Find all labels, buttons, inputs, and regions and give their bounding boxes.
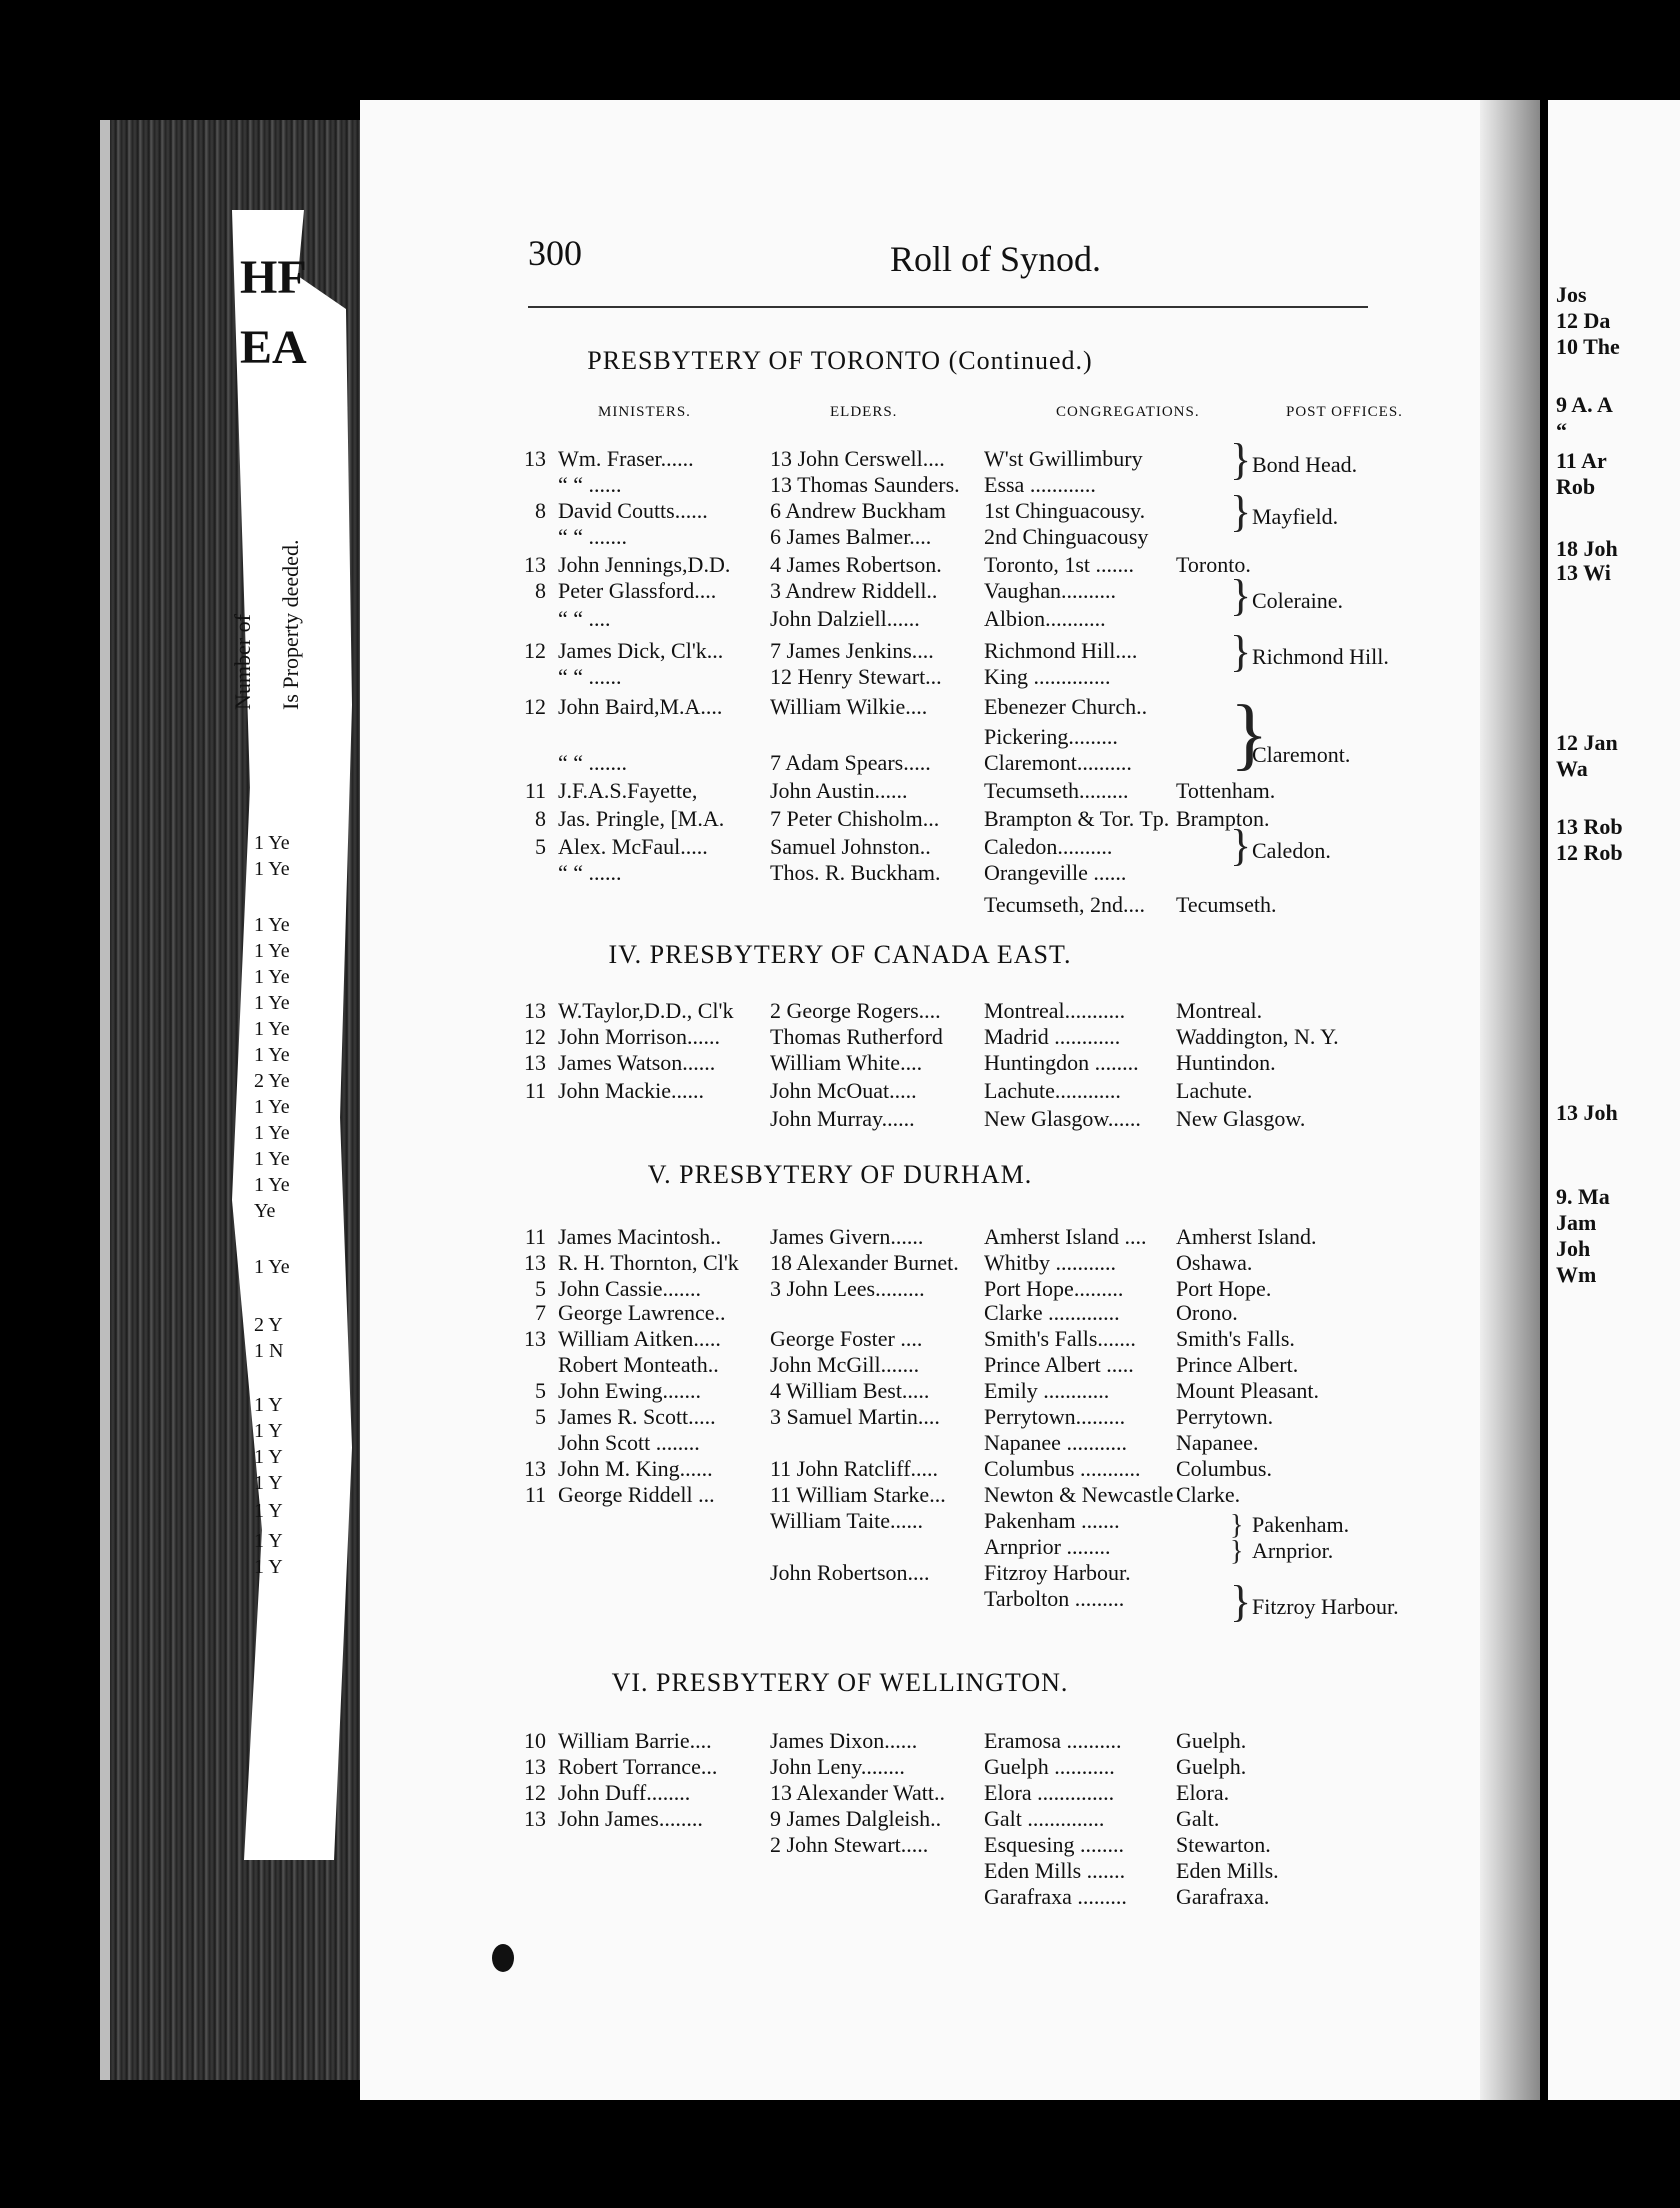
roll-row (516, 1378, 1456, 1404)
post-office: Toronto. (1176, 552, 1251, 577)
header-rule (528, 306, 1368, 308)
post-office-grouped: Mayfield. (1252, 504, 1339, 529)
torn-entry: 1 Ye (254, 1256, 290, 1278)
elder-name: 2 John Stewart..... (770, 1832, 929, 1857)
minister-name: James Watson...... (558, 1050, 716, 1075)
post-office-grouped: Caledon. (1252, 838, 1331, 863)
congregation-name: Richmond Hill.... (984, 638, 1138, 663)
entry-number: 5 (535, 1276, 546, 1301)
congregation-name: Essa ............ (984, 472, 1096, 497)
minister-name: John Morrison...... (558, 1024, 720, 1049)
page-gutter (1480, 100, 1540, 2100)
minister-name: W.Taylor,D.D., Cl'k (558, 998, 734, 1023)
torn-entry: 1 Ye (254, 914, 290, 936)
minister-name: J.F.A.S.Fayette, (558, 778, 698, 803)
elder-name: George Foster .... (770, 1326, 923, 1351)
minister-name: Jas. Pringle, [M.A. (558, 806, 725, 831)
elder-name: 4 James Robertson. (770, 552, 942, 577)
post-office-grouped: Claremont. (1252, 742, 1351, 767)
minister-name: John Ewing....... (558, 1378, 701, 1403)
torn-entry: 2 Y (254, 1314, 283, 1336)
roll-row (516, 1728, 1456, 1754)
elder-name: 13 John Cerswell.... (770, 446, 945, 471)
torn-entry: 1 Y (254, 1420, 283, 1442)
entry-number: 12 (524, 1024, 546, 1049)
torn-fragment: HF (240, 251, 307, 304)
congregation-name: Columbus ........... (984, 1456, 1141, 1481)
congregation-name: W'st Gwillimbury (984, 446, 1143, 471)
post-office: Guelph. (1176, 1754, 1247, 1779)
post-office-grouped: Coleraine. (1252, 588, 1344, 613)
roll-row (516, 1250, 1456, 1276)
torn-entry: 1 Y (254, 1472, 283, 1494)
roll-row (516, 694, 1456, 720)
right-page-line: 18 Joh (1556, 536, 1618, 561)
right-page-line: 12 Rob (1556, 840, 1623, 865)
congregation-name: Pickering......... (984, 724, 1118, 749)
congregation-name: 1st Chinguacousy. (984, 498, 1146, 523)
minister-name: James R. Scott..... (558, 1404, 716, 1429)
brace: } (1230, 690, 1269, 778)
brace: } (1230, 487, 1252, 536)
post-office: Waddington, N. Y. (1176, 1024, 1339, 1049)
right-page-line: Jos (1556, 282, 1587, 307)
elder-name: 3 Andrew Riddell.. (770, 578, 938, 603)
elder-name: 3 John Lees......... (770, 1276, 925, 1301)
right-page-edge (1548, 100, 1680, 2100)
congregation-name: Vaughan.......... (984, 578, 1116, 603)
entry-number: 8 (535, 578, 546, 603)
roll-row (516, 1224, 1456, 1250)
minister-name: George Riddell ... (558, 1482, 715, 1507)
congregation-name: Pakenham ....... (984, 1508, 1120, 1533)
congregation-name: 2nd Chinguacousy (984, 524, 1149, 549)
torn-entry: 1 Ye (254, 1018, 290, 1040)
column-header-ministers: MINISTERS. (598, 404, 691, 420)
minister-name: “ “ ...... (558, 860, 622, 885)
elder-name: John Robertson.... (770, 1560, 930, 1585)
right-page-line: 12 Da (1556, 308, 1611, 333)
minister-name: Wm. Fraser...... (558, 446, 694, 471)
post-office-grouped: Arnprior. (1252, 1538, 1334, 1563)
minister-name: “ “ ....... (558, 524, 628, 549)
brace: } (1230, 435, 1252, 484)
minister-name: R. H. Thornton, Cl'k (558, 1250, 739, 1275)
elder-name: 13 Alexander Watt.. (770, 1780, 946, 1805)
torn-entry: 1 Ye (254, 832, 290, 854)
roll-row (516, 1276, 1456, 1302)
congregation-name: Galt .............. (984, 1806, 1105, 1831)
torn-entry: 1 Y (254, 1394, 283, 1416)
roll-row (516, 1832, 1456, 1858)
post-office: Galt. (1176, 1806, 1220, 1831)
congregation-name: Ebenezer Church.. (984, 694, 1148, 719)
congregation-name: Perrytown......... (984, 1404, 1126, 1429)
brace: } (1230, 1510, 1244, 1541)
roll-row (516, 1326, 1456, 1352)
brace: } (1230, 821, 1252, 870)
congregation-name: Fitzroy Harbour. (984, 1560, 1131, 1585)
elder-name: Samuel Johnston.. (770, 834, 931, 859)
elder-name: John McOuat..... (770, 1078, 917, 1103)
entry-number: 13 (524, 1050, 546, 1075)
elder-name: William White.... (770, 1050, 923, 1075)
post-office: Lachute. (1176, 1078, 1253, 1103)
post-office: Mount Pleasant. (1176, 1378, 1319, 1403)
right-page-line: 13 Rob (1556, 814, 1623, 839)
right-page-line: Jam (1556, 1210, 1597, 1235)
post-office: Port Hope. (1176, 1276, 1272, 1301)
entry-number: 8 (535, 806, 546, 831)
congregation-name: Tecumseth, 2nd.... (984, 892, 1145, 917)
roll-row (516, 1754, 1456, 1780)
post-office: Elora. (1176, 1780, 1230, 1805)
brace: } (1230, 1577, 1252, 1626)
elder-name: 12 Henry Stewart... (770, 664, 942, 689)
entry-number: 11 (524, 1482, 546, 1507)
minister-name: Robert Monteath.. (558, 1352, 719, 1377)
roll-row (516, 1806, 1456, 1832)
elder-name: William Taite...... (770, 1508, 923, 1533)
minister-name: John Jennings,D.D. (558, 552, 731, 577)
torn-column-label: Is Property deeded. (278, 539, 303, 710)
entry-number: 12 (524, 1780, 546, 1805)
roll-row (516, 1024, 1456, 1050)
post-office: Oshawa. (1176, 1250, 1253, 1275)
elder-name: John McGill....... (770, 1352, 920, 1377)
entry-number: 11 (524, 778, 546, 803)
elder-name: 11 John Ratcliff..... (770, 1456, 939, 1481)
post-office: Brampton. (1176, 806, 1270, 831)
right-page-line: Wm (1556, 1262, 1597, 1287)
roll-row (516, 1352, 1456, 1378)
post-office: Smith's Falls. (1176, 1326, 1295, 1351)
elder-name: 2 George Rogers.... (770, 998, 941, 1023)
congregation-name: Tecumseth......... (984, 778, 1129, 803)
elder-name: 4 William Best..... (770, 1378, 930, 1403)
roll-row (516, 552, 1456, 578)
congregation-name: New Glasgow...... (984, 1106, 1141, 1131)
entry-number: 12 (524, 638, 546, 663)
elder-name: John Dalziell...... (770, 606, 920, 631)
congregation-name: Albion........... (984, 606, 1106, 631)
congregation-name: Whitby ........... (984, 1250, 1116, 1275)
post-office: Montreal. (1176, 998, 1263, 1023)
elder-name: 3 Samuel Martin.... (770, 1404, 940, 1429)
congregation-name: Smith's Falls....... (984, 1326, 1136, 1351)
minister-name: David Coutts...... (558, 498, 708, 523)
post-office: Tecumseth. (1176, 892, 1277, 917)
torn-entry: 1 Ye (254, 966, 290, 988)
post-office-grouped: Fitzroy Harbour. (1252, 1594, 1399, 1619)
right-page-line: Wa (1556, 756, 1588, 781)
post-office: Columbus. (1176, 1456, 1272, 1481)
roll-row (516, 1430, 1456, 1456)
congregation-name: Huntingdon ........ (984, 1050, 1139, 1075)
torn-entry: 1 Ye (254, 858, 290, 880)
roll-row (516, 1078, 1456, 1104)
right-page-line: 10 The (1556, 334, 1620, 359)
minister-name: Robert Torrance... (558, 1754, 718, 1779)
entry-number: 11 (524, 1078, 546, 1103)
minister-name: John Cassie....... (558, 1276, 701, 1301)
ink-blot (492, 1944, 514, 1972)
minister-name: John Duff........ (558, 1780, 691, 1805)
entry-number: 10 (524, 1728, 546, 1753)
congregation-name: Montreal........... (984, 998, 1126, 1023)
minister-name: John James........ (558, 1806, 703, 1831)
torn-entry: 1 Ye (254, 1096, 290, 1118)
torn-entry: 1 Ye (254, 1122, 290, 1144)
roll-row (516, 1780, 1456, 1806)
section-heading: VI. PRESBYTERY OF WELLINGTON. (611, 1668, 1069, 1697)
congregation-name: Orangeville ...... (984, 860, 1127, 885)
elder-name: James Dixon...... (770, 1728, 918, 1753)
entry-number: 13 (524, 1456, 546, 1481)
roll-row (516, 806, 1456, 832)
elder-name: Thomas Rutherford (770, 1024, 943, 1049)
minister-name: John Mackie...... (558, 1078, 705, 1103)
congregation-name: Garafraxa ......... (984, 1884, 1127, 1909)
entry-number: 13 (524, 998, 546, 1023)
elder-name: James Givern...... (770, 1224, 924, 1249)
minister-name: William Aitken..... (558, 1326, 721, 1351)
entry-number: 13 (524, 1806, 546, 1831)
entry-number: 7 (535, 1300, 546, 1325)
post-office-grouped: Richmond Hill. (1252, 644, 1389, 669)
roll-row (516, 778, 1456, 804)
elder-name: 9 James Dalgleish.. (770, 1806, 942, 1831)
minister-name: Alex. McFaul..... (558, 834, 708, 859)
congregation-name: Caledon.......... (984, 834, 1113, 859)
minister-name: James Macintosh.. (558, 1224, 722, 1249)
torn-entry: Ye (254, 1200, 276, 1222)
column-header-elders: ELDERS. (830, 404, 898, 420)
roll-row (516, 892, 1456, 918)
entry-number: 11 (524, 1224, 546, 1249)
congregation-name: Emily ............ (984, 1378, 1110, 1403)
elder-name: 7 James Jenkins.... (770, 638, 934, 663)
right-page-line: 11 Ar (1556, 448, 1607, 473)
post-office: Tottenham. (1176, 778, 1276, 803)
elder-name: 13 Thomas Saunders. (770, 472, 960, 497)
elder-name: William Wilkie.... (770, 694, 928, 719)
torn-entry: 1 N (254, 1340, 284, 1362)
column-header-congregations: CONGREGATIONS. (1056, 404, 1200, 420)
roll-row (516, 1884, 1456, 1910)
right-page-line: 13 Wi (1556, 560, 1611, 585)
post-office: Stewarton. (1176, 1832, 1271, 1857)
entry-number: 13 (524, 446, 546, 471)
congregation-name: Lachute............ (984, 1078, 1121, 1103)
roll-row (516, 1106, 1456, 1132)
elder-name: John Austin...... (770, 778, 908, 803)
roll-row (516, 1404, 1456, 1430)
minister-name: “ “ .... (558, 606, 611, 631)
section-heading: PRESBYTERY OF TORONTO (Continued.) (587, 346, 1093, 375)
entry-number: 12 (524, 694, 546, 719)
post-office: Clarke. (1176, 1482, 1241, 1507)
brace: } (1230, 627, 1252, 676)
roll-row (516, 1482, 1456, 1508)
minister-name: William Barrie.... (558, 1728, 712, 1753)
minister-name: “ “ ...... (558, 664, 622, 689)
post-office-grouped: Pakenham. (1252, 1512, 1350, 1537)
congregation-name: King .............. (984, 664, 1111, 689)
post-office-grouped: Bond Head. (1252, 452, 1358, 477)
section-heading: IV. PRESBYTERY OF CANADA EAST. (608, 940, 1072, 969)
minister-name: John Scott ........ (558, 1430, 700, 1455)
right-page-line: Joh (1556, 1236, 1591, 1261)
right-page-line: Rob (1556, 474, 1596, 499)
elder-name: 6 Andrew Buckham (770, 498, 946, 523)
torn-entry: 1 Y (254, 1556, 283, 1578)
congregation-name: Napanee ........... (984, 1430, 1127, 1455)
elder-name: John Leny........ (770, 1754, 905, 1779)
roll-row (516, 1300, 1456, 1326)
torn-entry: 1 Ye (254, 1174, 290, 1196)
entry-number: 5 (535, 834, 546, 859)
congregation-name: Claremont.......... (984, 750, 1132, 775)
minister-name: “ “ ...... (558, 472, 622, 497)
congregation-name: Toronto, 1st ....... (984, 552, 1135, 577)
congregation-name: Madrid ............ (984, 1024, 1121, 1049)
post-office: Prince Albert. (1176, 1352, 1299, 1377)
minister-name: George Lawrence.. (558, 1300, 726, 1325)
entry-number: 5 (535, 1378, 546, 1403)
page-number: 300 (528, 233, 582, 273)
brace: } (1230, 571, 1252, 620)
torn-entry: 1 Ye (254, 1148, 290, 1170)
entry-number: 13 (524, 1754, 546, 1779)
minister-name: “ “ ....... (558, 750, 628, 775)
minister-name: John Baird,M.A.... (558, 694, 723, 719)
entry-number: 13 (524, 1326, 546, 1351)
post-office: Guelph. (1176, 1728, 1247, 1753)
elder-name: 7 Peter Chisholm... (770, 806, 940, 831)
torn-entry: 1 Ye (254, 940, 290, 962)
congregation-name: Eden Mills ....... (984, 1858, 1126, 1883)
post-office: Napanee. (1176, 1430, 1259, 1455)
torn-entry: 1 Y (254, 1500, 283, 1522)
torn-entry: 1 Ye (254, 992, 290, 1014)
roll-row (516, 1858, 1456, 1884)
roll-row (516, 998, 1456, 1024)
elder-name: Thos. R. Buckham. (770, 860, 941, 885)
congregation-name: Arnprior ........ (984, 1534, 1111, 1559)
elder-name: 6 James Balmer.... (770, 524, 932, 549)
roll-row (516, 1456, 1456, 1482)
torn-entry: 2 Ye (254, 1070, 290, 1092)
torn-entry: 1 Ye (254, 1044, 290, 1066)
congregation-name: Eramosa .......... (984, 1728, 1122, 1753)
congregation-name: Tarbolton ......... (984, 1586, 1125, 1611)
minister-name: Peter Glassford.... (558, 578, 717, 603)
elder-name: 11 William Starke... (770, 1482, 946, 1507)
section-heading: V. PRESBYTERY OF DURHAM. (647, 1160, 1033, 1189)
torn-column-label: Number of (230, 614, 255, 710)
post-office: Eden Mills. (1176, 1858, 1279, 1883)
post-office: Huntindon. (1176, 1050, 1276, 1075)
elder-name: John Murray...... (770, 1106, 915, 1131)
post-office: New Glasgow. (1176, 1106, 1306, 1131)
right-page-line: 12 Jan (1556, 730, 1618, 755)
torn-entry: 1 Y (254, 1446, 283, 1468)
entry-number: 5 (535, 1404, 546, 1429)
congregation-name: Amherst Island .... (984, 1224, 1147, 1249)
congregation-name: Prince Albert ..... (984, 1352, 1134, 1377)
entry-number: 13 (524, 1250, 546, 1275)
congregation-name: Guelph ........... (984, 1754, 1115, 1779)
congregation-name: Esquesing ........ (984, 1832, 1124, 1857)
minister-name: John M. King...... (558, 1456, 713, 1481)
right-page-line: 9 A. A (1556, 392, 1613, 417)
post-office: Orono. (1176, 1300, 1238, 1325)
brace: } (1230, 1536, 1244, 1567)
right-page-line: 9. Ma (1556, 1184, 1610, 1209)
right-page-line: 13 Joh (1556, 1100, 1618, 1125)
entry-number: 13 (524, 552, 546, 577)
right-page-line: “ (1556, 418, 1567, 443)
roll-row (516, 1050, 1456, 1076)
elder-name: 7 Adam Spears..... (770, 750, 931, 775)
torn-fragment: EA (240, 321, 307, 374)
congregation-name: Port Hope......... (984, 1276, 1124, 1301)
post-office: Garafraxa. (1176, 1884, 1270, 1909)
congregation-name: Brampton & Tor. Tp. (984, 806, 1170, 831)
congregation-name: Newton & Newcastle (984, 1482, 1174, 1507)
congregation-name: Elora .............. (984, 1780, 1115, 1805)
running-title: Roll of Synod. (890, 239, 1102, 279)
minister-name: James Dick, Cl'k... (558, 638, 724, 663)
post-office: Perrytown. (1176, 1404, 1274, 1429)
congregation-name: Clarke ............. (984, 1300, 1120, 1325)
column-header-post-offices: POST OFFICES. (1286, 404, 1403, 420)
entry-number: 8 (535, 498, 546, 523)
torn-entry: 1 Y (254, 1530, 283, 1552)
elder-name: 18 Alexander Burnet. (770, 1250, 959, 1275)
post-office: Amherst Island. (1176, 1224, 1317, 1249)
